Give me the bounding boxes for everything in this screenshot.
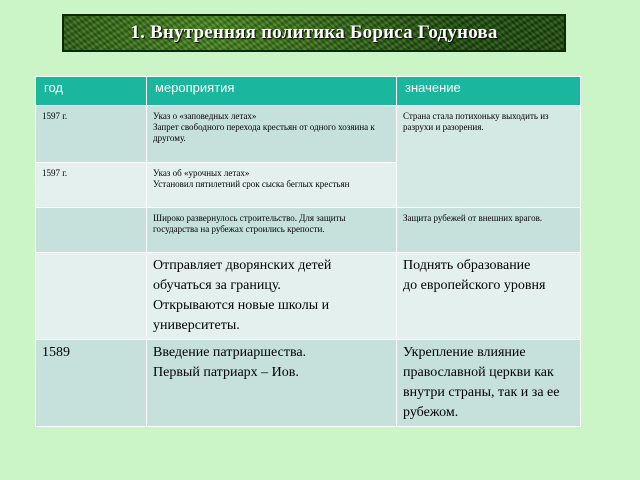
header-meaning: значение xyxy=(397,77,581,106)
cell-year: 1597 г. xyxy=(36,106,147,163)
cell-meaning: Укрепление влияние православной церкви как внутри страны, так и за ее рубежом. xyxy=(397,340,581,427)
cell-event xyxy=(147,253,397,340)
event-text: Отправляет дворянских детей обучаться за границу. Открываются новые школы и университеты. xyxy=(153,258,332,333)
cell-event xyxy=(147,340,397,427)
cell-year xyxy=(36,253,147,340)
cell-event xyxy=(147,163,397,208)
policy-table xyxy=(35,76,581,427)
cell-year: 1589 xyxy=(36,340,147,427)
meaning-text: Страна стала потихоньку выходить из разрухи и разорения. xyxy=(403,111,549,132)
event-text: Указ об «урочных летах» Установил пятилетний срок сыска беглых крестьян xyxy=(153,168,350,189)
cell-meaning: Защита рубежей от внешних врагов. xyxy=(397,208,581,253)
meaning-text: Поднять образование до европейского уровня xyxy=(403,258,546,293)
cell-meaning xyxy=(397,253,581,340)
table-header-row xyxy=(36,77,581,106)
table-row xyxy=(36,253,581,340)
table-row xyxy=(36,208,581,253)
header-year: год xyxy=(36,77,147,106)
table-row xyxy=(36,106,581,163)
cell-year xyxy=(36,208,147,253)
cell-year: 1597 г. xyxy=(36,163,147,208)
cell-event: Широко развернулось строительство. Для защиты государства на рубежах строились крепости. xyxy=(147,208,397,253)
cell-event xyxy=(147,106,397,163)
cell-meaning xyxy=(397,106,581,208)
title-banner xyxy=(62,14,566,52)
table-row xyxy=(36,340,581,427)
page-title: 1. Внутренняя политика Бориса Годунова xyxy=(130,22,498,43)
header-event: мероприятия xyxy=(147,77,397,106)
event-text: Указ о «заповедных летах» Запрет свободного перехода крестьян от одного хозяина к другому. xyxy=(153,111,375,143)
event-text: Введение патриаршества. Первый патриарх – Иов. xyxy=(153,345,307,380)
